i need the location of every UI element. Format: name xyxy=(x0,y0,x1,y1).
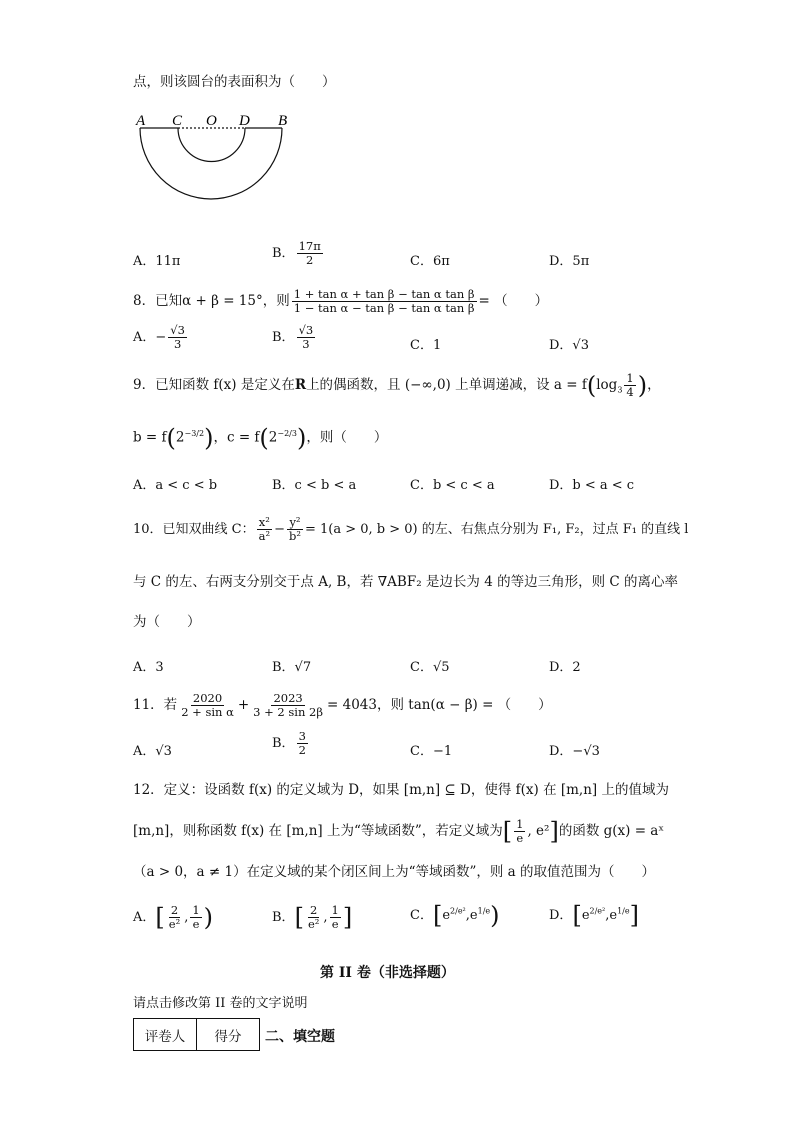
label-c: C xyxy=(172,113,183,129)
q12-stem-line2: [m,n]，则称函数 f(x) 在 [m,n] 上为“等域函数”，若定义域为[ $\frac{1}{e}$ , e²]的函数 g(x) = aˣ xyxy=(133,817,665,846)
q7-option-c[interactable]: C．6π xyxy=(410,254,450,269)
q9-option-a[interactable]: A．a < c < b xyxy=(133,478,218,493)
score-table xyxy=(133,1018,260,1051)
q8-option-b[interactable]: B． $\frac{√3}{3}$ xyxy=(272,323,314,351)
q7-stem: 点，则该圆台的表面积为（ ） xyxy=(133,74,336,90)
q12-stem-line3: （a > 0，a ≠ 1）在定义域的某个闭区间上为“等域函数”，则 a 的取值范围为（ ） xyxy=(133,864,655,880)
q11-option-c[interactable]: C．−1 xyxy=(410,744,453,759)
q10-option-a[interactable]: A．3 xyxy=(133,660,164,675)
label-o: O xyxy=(206,113,217,129)
q10-option-d[interactable]: D．2 xyxy=(549,660,581,675)
q11-stem: 11．若 $\frac{2020}{\text{2 + sin α}}$ + $\frac{2023}{3 + 2 \sin 2\beta}$ = 4043，则 tan(α − β) = （ ） xyxy=(133,691,552,719)
q10-stem-line2: 与 C 的左、右两支分别交于点 A, B，若 ∇ABF₂ 是边长为 4 的等边三角形，则 C 的离心率 xyxy=(133,574,678,590)
q11-option-a[interactable]: A．√3 xyxy=(133,744,172,759)
q8-stem: 8．已知α + β = 15°，则 $\frac{\text{1 + tan α + tan β − tan α tan β}}{\text{1 − tan α − tan β − tan α tan β}}$ = （ ） xyxy=(133,287,549,315)
section-title: 第 II 卷（非选择题） xyxy=(320,965,455,981)
q9-option-c[interactable]: C．b < c < a xyxy=(410,478,495,493)
q7-option-d[interactable]: D．5π xyxy=(549,254,590,269)
label-d: D xyxy=(239,113,250,129)
q11-option-d[interactable]: D．−√3 xyxy=(549,744,600,759)
q9-option-b[interactable]: B．c < b < a xyxy=(272,478,357,493)
q8-option-a[interactable]: A．− $\frac{√3}{3}$ xyxy=(133,323,185,351)
q10-option-b[interactable]: B．√7 xyxy=(272,660,312,675)
q9-stem-line1: 9．已知函数 f(x) 是定义在R上的偶函数，且 (−∞,0) 上单调递减，设 $a = f(\log_3$ $\frac{1}{4}$ )， xyxy=(133,371,661,400)
label-b: B xyxy=(278,113,288,129)
q8-option-d[interactable]: D．√3 xyxy=(549,338,589,353)
frustum-diagram xyxy=(128,108,298,204)
q9-option-d[interactable]: D．b < a < c xyxy=(549,478,635,493)
q12-option-a[interactable]: A．[ $\frac{2}{\text{e²}}$ , $\frac{1}{e}$ ) xyxy=(133,903,214,932)
section-note[interactable]: 请点击修改第 II 卷的文字说明 xyxy=(133,996,308,1011)
q12-option-c[interactable]: C．$[e^{2/e^2},e^{1/e})$ xyxy=(410,901,500,930)
q10-stem-line1: 10．已知双曲线 C： $\frac{\text{x²}}{\text{a²}}$ − $\frac{\text{y²}}{\text{b²}}$ = 1(a > 0, b > 0) 的左、右焦点分别为 F₁, F₂，过点 F₁ 的直线 l xyxy=(133,515,689,543)
q9-stem-line2: $b = f(2^{-3/2})$，$c = f(2^{-2/3})$，则（ ） xyxy=(133,424,388,452)
part-heading: 二、填空题 xyxy=(265,1029,335,1045)
q11-option-b[interactable]: B． $\frac{3}{2}$ xyxy=(272,729,306,757)
q7-option-a[interactable]: A．11π xyxy=(133,254,181,269)
label-a: A xyxy=(136,113,146,129)
q10-stem-line3: 为（ ） xyxy=(133,614,201,630)
q12-option-b[interactable]: B．[ $\frac{2}{\text{e²}}$ , $\frac{1}{e}$ ] xyxy=(272,903,353,932)
score-cell: 得分 xyxy=(197,1019,260,1051)
q12-stem-line1: 12．定义：设函数 f(x) 的定义域为 D，如果 [m,n] ⊆ D，使得 f(x) 在 [m,n] 上的值域为 xyxy=(133,782,669,798)
q12-option-d[interactable]: D．$[e^{2/e^2},e^{1/e}]$ xyxy=(549,901,639,930)
grader-cell: 评卷人 xyxy=(134,1019,197,1051)
q10-option-c[interactable]: C．√5 xyxy=(410,660,450,675)
q8-option-c[interactable]: C．1 xyxy=(410,338,442,353)
q7-option-b[interactable]: B． $\frac{17\pi}{2}$ xyxy=(272,239,321,267)
